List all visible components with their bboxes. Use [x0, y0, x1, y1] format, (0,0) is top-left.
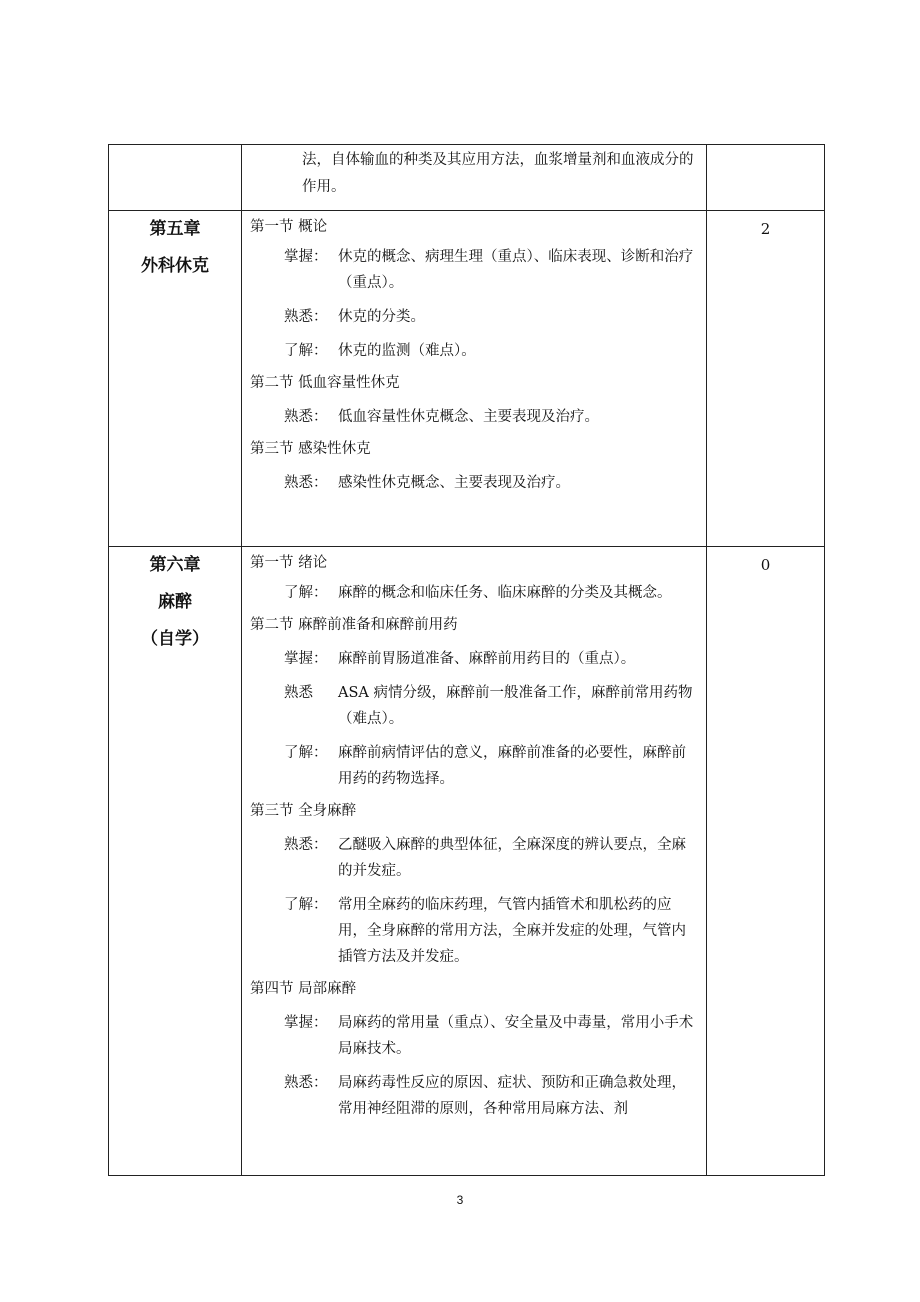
- table-row: [109, 211, 825, 547]
- item-key: 熟悉：: [284, 475, 328, 491]
- list-item: [250, 304, 698, 330]
- section-title: 第一节 绪论: [250, 555, 328, 571]
- section-title: 第一节 概论: [250, 219, 328, 235]
- chapter-number: 第五章: [149, 219, 201, 239]
- item-key: 了解：: [284, 745, 328, 761]
- item-key: 了解：: [284, 343, 328, 359]
- section-title: 第二节 麻醉前准备和麻醉前用药: [250, 617, 458, 633]
- table-row: [109, 547, 825, 1176]
- list-item: [250, 646, 698, 672]
- item-text: 低血容量性休克概念、主要表现及治疗。: [338, 409, 599, 425]
- item-key: 熟悉：: [284, 409, 328, 425]
- chapter-cell: [109, 211, 242, 547]
- hours-cell: 2: [707, 211, 825, 547]
- item-key: 熟悉：: [284, 837, 328, 853]
- item-key: 掌握：: [284, 1015, 328, 1031]
- list-item: [250, 832, 698, 884]
- item-text: ASA 病情分级，麻醉前一般准备工作，麻醉前常用药物（难点）。: [338, 685, 693, 727]
- page-number: 3: [456, 1193, 464, 1207]
- chapter-cell: [109, 145, 242, 211]
- item-text: 麻醉前胃肠道准备、麻醉前用药目的（重点）。: [338, 651, 636, 667]
- section-title: 第二节 低血容量性休克: [250, 375, 400, 391]
- item-text: 常用全麻药的临床药理，气管内插管术和肌松药的应用，全身麻醉的常用方法，全麻并发症的处理，气管内插管方法及并发症。: [338, 897, 686, 965]
- section-title: 第三节 全身麻醉: [250, 803, 357, 819]
- list-item: [250, 338, 698, 364]
- content-cell: [242, 145, 707, 211]
- list-item: [250, 1010, 698, 1062]
- item-text: 局麻药的常用量（重点）、安全量及中毒量，常用小手术局麻技术。: [338, 1015, 694, 1057]
- syllabus-table: [108, 144, 825, 1176]
- section-title: 第四节 局部麻醉: [250, 981, 357, 997]
- list-item: [250, 470, 698, 496]
- item-text: 麻醉前病情评估的意义，麻醉前准备的必要性，麻醉前用药的药物选择。: [338, 745, 686, 787]
- chapter-title: 外科休克: [141, 256, 209, 276]
- item-text: 休克的监测（难点）。: [338, 343, 476, 359]
- chapter-note: （自学）: [141, 629, 209, 649]
- item-key: 熟悉：: [284, 1075, 328, 1091]
- item-text: 麻醉的概念和临床任务、临床麻醉的分类及其概念。: [338, 585, 672, 601]
- content-cell: [242, 211, 707, 547]
- item-text: 乙醚吸入麻醉的典型体征，全麻深度的辨认要点，全麻的并发症。: [338, 837, 686, 879]
- list-item: [250, 1070, 698, 1122]
- item-text: 休克的概念、病理生理（重点）、临床表现、诊断和治疗（重点）。: [338, 249, 694, 291]
- list-item: [250, 244, 698, 296]
- list-item: [250, 580, 698, 606]
- section-title: 第三节 感染性休克: [250, 441, 371, 457]
- item-text: 局麻药毒性反应的原因、症状、预防和正确急救处理，常用神经阻滞的原则，各种常用局麻方法、剂: [338, 1075, 686, 1117]
- list-item: [250, 404, 698, 430]
- item-text: 休克的分类。: [338, 309, 425, 325]
- table-row: [109, 145, 825, 211]
- item-key: 掌握：: [284, 249, 328, 265]
- content-cell: [242, 547, 707, 1176]
- chapter-number: 第六章: [149, 555, 201, 575]
- item-key: 了解：: [284, 897, 328, 913]
- item-key: 熟悉: [284, 685, 313, 701]
- chapter-cell: [109, 547, 242, 1176]
- chapter-title: 麻醉: [158, 592, 192, 612]
- continued-text: 法，自体输血的种类及其应用方法，血浆增量剂和血液成分的作用。: [302, 152, 694, 195]
- item-key: 熟悉：: [284, 309, 328, 325]
- hours-cell: [707, 145, 825, 211]
- list-item: [250, 680, 698, 732]
- item-key: 了解：: [284, 585, 328, 601]
- list-item: [250, 892, 698, 970]
- hours-cell: 0: [707, 547, 825, 1176]
- list-item: [250, 740, 698, 792]
- item-text: 感染性休克概念、主要表现及治疗。: [338, 475, 570, 491]
- item-key: 掌握：: [284, 651, 328, 667]
